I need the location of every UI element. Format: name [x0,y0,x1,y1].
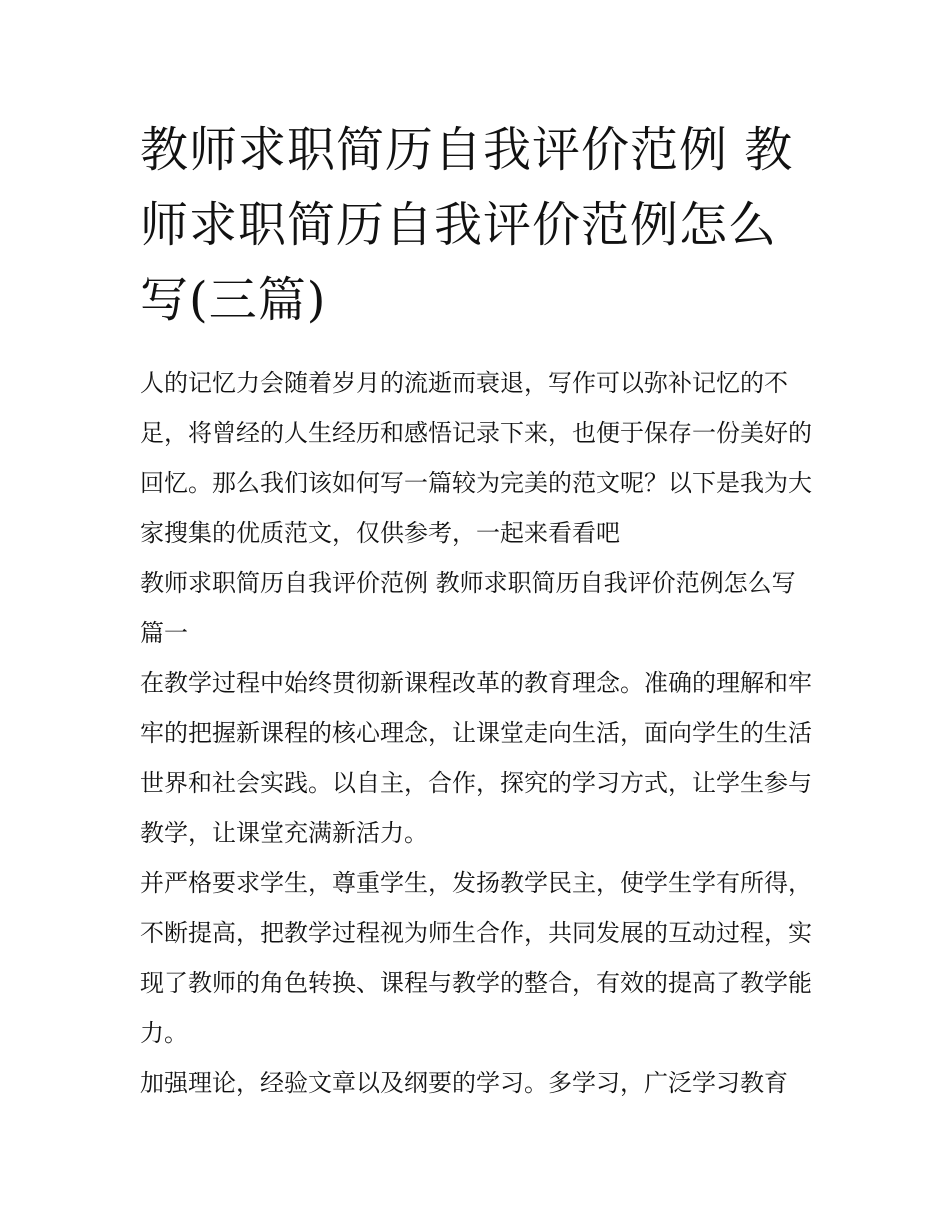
intro-paragraph: 人的记忆力会随着岁月的流逝而衰退，写作可以弥补记忆的不足，将曾经的人生经历和感悟记录下来，也便于保存一份美好的回忆。那么我们该如何写一篇较为完美的范文呢？以下是我为大家搜集的优质范文，仅供参考，一起来看看吧 [140,369,812,547]
document-body [140,358,812,1108]
document-title: 教师求职简历自我评价范例 教师求职简历自我评价范例怎么写(三篇) [140,122,794,328]
body-paragraph: 在教学过程中始终贯彻新课程改革的教育理念。准确的理解和牢牢的把握新课程的核心理念，让课堂走向生活，面向学生的生活世界和社会实践。以自主，合作，探究的学习方式，让学生参与教学，让课堂充满新活力。 [140,669,812,847]
body-paragraph: 并严格要求学生，尊重学生，发扬教学民主，使学生学有所得，不断提高，把教学过程视为师生合作，共同发展的互动过程，实现了教师的角色转换、课程与教学的整合，有效的提高了教学能力。 [140,869,812,1047]
section-heading: 教师求职简历自我评价范例 教师求职简历自我评价范例怎么写篇一 [140,569,796,647]
body-paragraph: 加强理论，经验文章以及纲要的学习。多学习，广泛学习教育 [140,1069,788,1097]
document-page [140,0,820,1108]
